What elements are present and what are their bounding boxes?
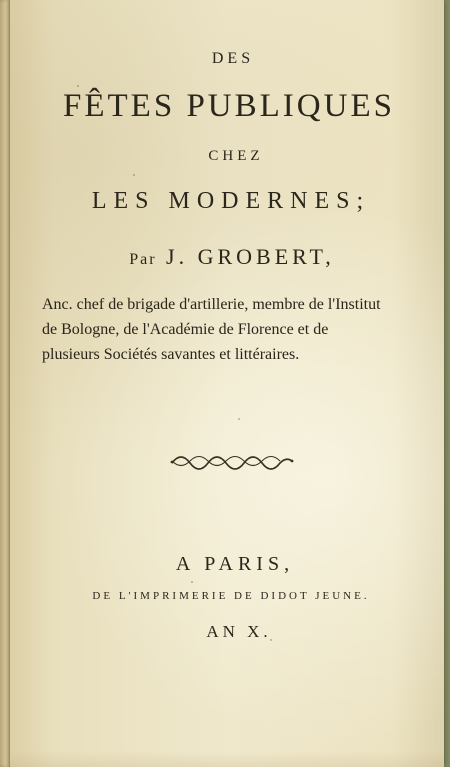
- title-line-des: DES: [211, 50, 255, 67]
- paper-speck: [77, 85, 79, 87]
- paper-speck: [270, 639, 272, 641]
- printer-line: DE L'IMPRIMERIE DE DIDOT JEUNE.: [92, 590, 370, 602]
- title-line-modernes: LES MODERNES;: [91, 188, 371, 214]
- author-prefix: Par: [129, 251, 157, 268]
- paper-speck: [299, 258, 301, 260]
- main-title: FÊTES PUBLIQUES: [63, 88, 395, 124]
- place-line: A PARIS,: [175, 553, 295, 575]
- credentials-line-1: Anc. chef de brigade d'artillerie, membre de l'Institut: [42, 296, 381, 313]
- decorative-ornament: [170, 453, 294, 471]
- paper-speck: [191, 581, 193, 583]
- title-line-chez: CHEZ: [208, 148, 264, 164]
- author-name: J. GROBERT,: [166, 244, 335, 269]
- binding-edge: [0, 0, 10, 767]
- paper-speck: [238, 418, 240, 420]
- credentials-line-2: de Bologne, de l'Académie de Florence et de: [42, 321, 329, 338]
- author-line: [15, 244, 449, 270]
- credentials-line-3: plusieurs Sociétés savantes et littéraires.: [42, 346, 300, 363]
- author-credentials: [42, 292, 424, 367]
- title-page: [10, 0, 444, 767]
- date-line: AN X.: [206, 622, 272, 641]
- paper-speck: [133, 174, 135, 176]
